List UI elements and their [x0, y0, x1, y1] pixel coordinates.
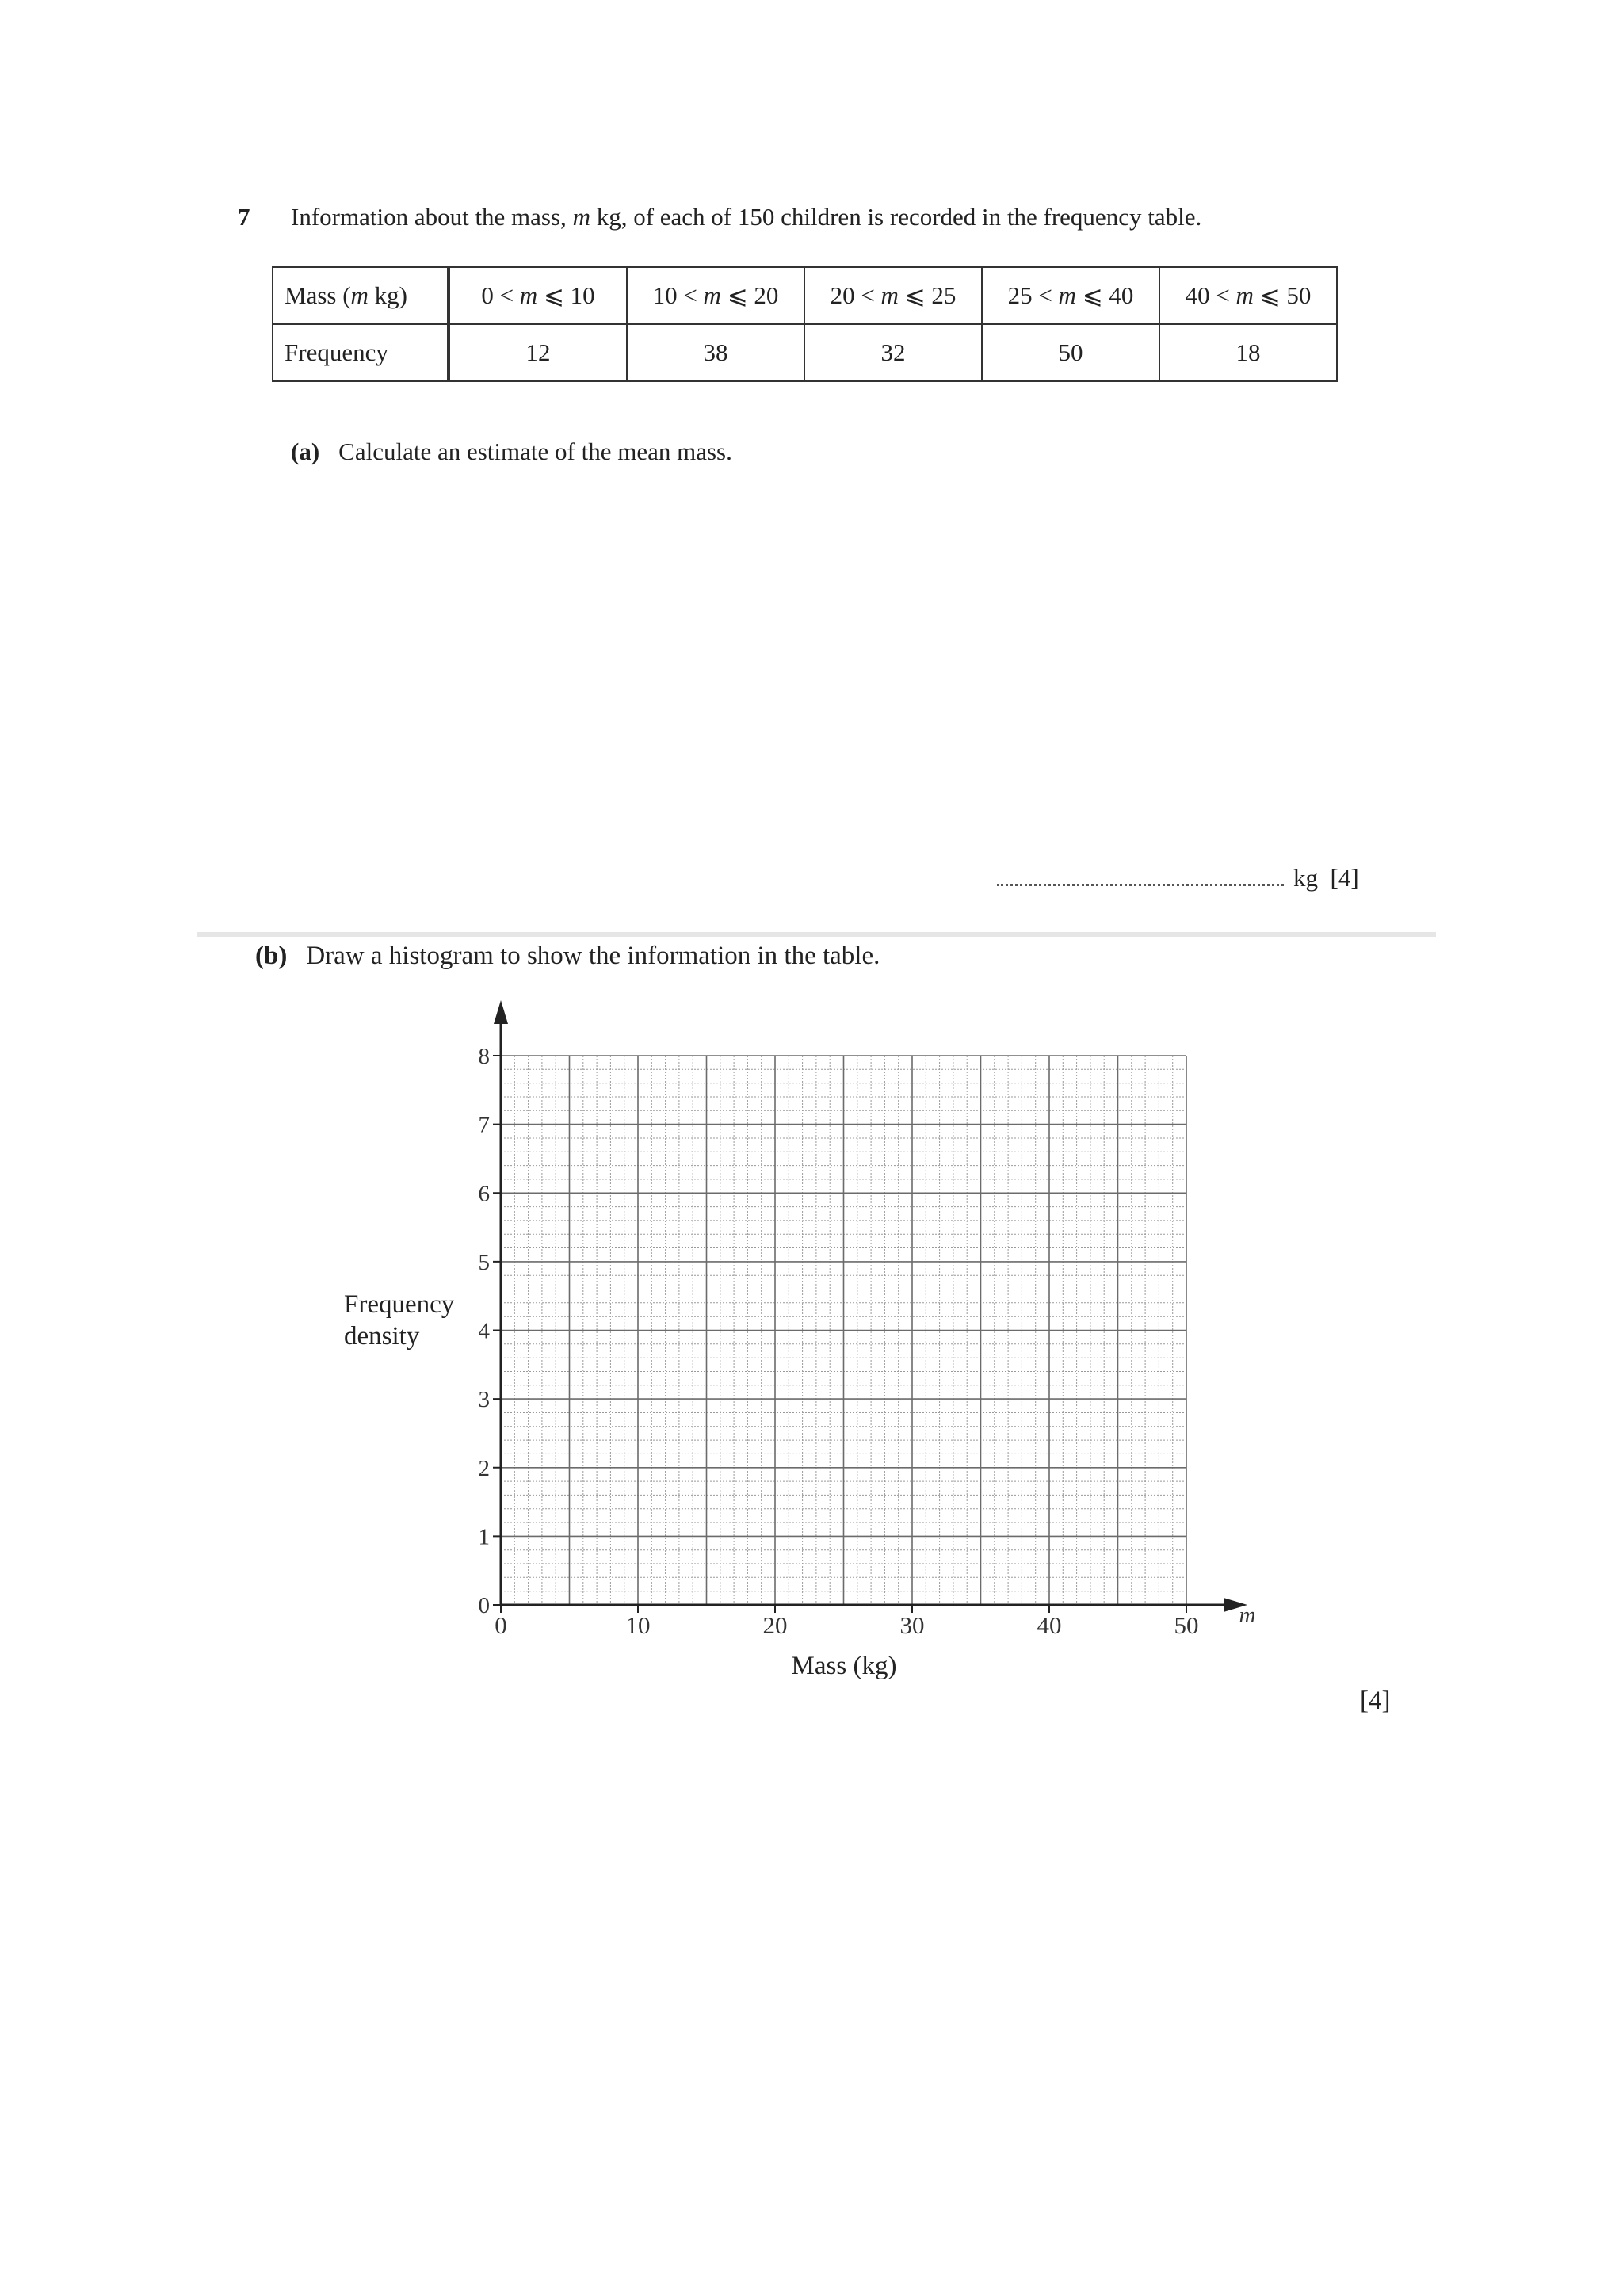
- y-tick-label: 2: [478, 1455, 490, 1481]
- x-tick-label: 10: [625, 1611, 651, 1639]
- question-intro: Information about the mass, m kg, of each of 150 children is recorded in the frequency table.: [291, 203, 1202, 231]
- x-tick-label: 50: [1174, 1611, 1199, 1639]
- y-tick-label: 3: [478, 1387, 490, 1413]
- class-interval: 0 < m ⩽ 10: [449, 267, 627, 324]
- x-tick-label: 0: [495, 1611, 507, 1639]
- part-b-marks: [4]: [1360, 1687, 1391, 1715]
- class-interval: 10 < m ⩽ 20: [627, 267, 804, 324]
- part-b-label: (b): [255, 942, 288, 970]
- frequency-value: 12: [449, 324, 627, 381]
- x-axis-variable: m: [1239, 1603, 1256, 1628]
- frequency-value: 32: [804, 324, 982, 381]
- class-interval: 25 < m ⩽ 40: [982, 267, 1159, 324]
- answer-unit: kg: [1293, 864, 1318, 892]
- part-a-text: Calculate an estimate of the mean mass.: [338, 437, 732, 465]
- part-a-label: (a): [291, 437, 320, 465]
- x-tick-label: 20: [762, 1611, 788, 1639]
- y-tick-label: 4: [478, 1318, 490, 1344]
- y-axis-label: Frequency: [344, 1290, 455, 1319]
- y-tick-label: 7: [478, 1112, 490, 1138]
- x-tick-label: 40: [1037, 1611, 1062, 1639]
- table-header-mass: Mass (m kg): [273, 267, 449, 324]
- x-tick-label: 30: [899, 1611, 925, 1639]
- class-interval: 20 < m ⩽ 25: [804, 267, 982, 324]
- y-axis-arrow-icon: [494, 1000, 508, 1024]
- y-tick-label: 5: [478, 1249, 490, 1275]
- y-tick-label: 0: [478, 1593, 490, 1618]
- frequency-value: 50: [982, 324, 1159, 381]
- y-tick-label: 6: [478, 1181, 490, 1207]
- question-number: 7: [238, 203, 250, 231]
- part-a-marks: [4]: [1330, 864, 1359, 892]
- y-tick-label: 8: [478, 1044, 490, 1069]
- table-header-frequency: Frequency: [273, 324, 449, 381]
- class-interval: 40 < m ⩽ 50: [1159, 267, 1337, 324]
- y-tick-label: 1: [478, 1524, 490, 1550]
- y-axis-label: density: [344, 1322, 420, 1350]
- x-axis-label: Mass (kg): [791, 1652, 897, 1680]
- frequency-value: 38: [627, 324, 804, 381]
- frequency-value: 18: [1159, 324, 1337, 381]
- part-b-text: Draw a histogram to show the information in the table.: [306, 942, 880, 970]
